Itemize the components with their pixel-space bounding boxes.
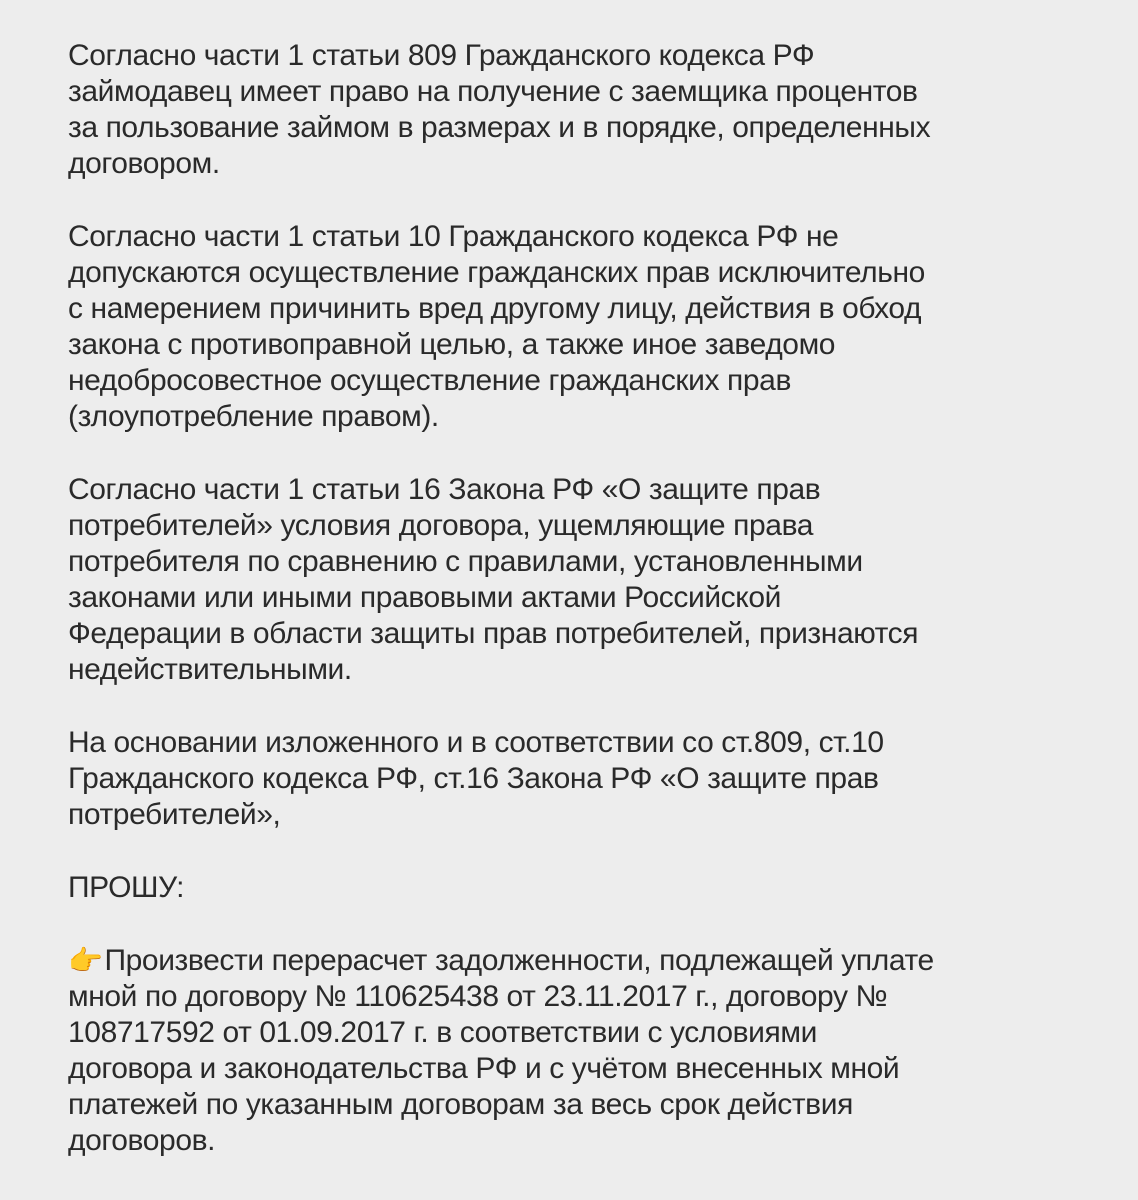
text-line: закона с противоправной целью, а также иное заведомо — [68, 328, 836, 361]
text-line: потребителей» условия договора, ущемляющие права — [68, 509, 814, 542]
paragraph-request-heading — [68, 870, 1078, 906]
text-line: 108717592 от 01.09.2017 г. в соответствии с условиями — [68, 1016, 817, 1049]
text-line: за пользование займом в размерах и в порядке, определенных — [68, 111, 931, 144]
text-line: На основании изложенного и в соответствии со ст.809, ст.10 — [68, 726, 884, 759]
text-line — [68, 943, 1078, 979]
paragraph-basis — [68, 725, 1078, 833]
text-line: договоров. — [68, 1124, 216, 1157]
text-line: договором. — [68, 147, 220, 180]
text-line: (злоупотребление правом). — [68, 400, 439, 433]
paragraph-article-16 — [68, 472, 1078, 688]
text-line: с намерением причинить вред другому лицу, действия в обход — [68, 292, 922, 325]
text-line: потребителей», — [68, 798, 281, 831]
text-line: потребителя по сравнению с правилами, установленными — [68, 545, 863, 578]
paragraph-article-809 — [68, 38, 1078, 182]
text-line: Федерации в области защиты прав потребителей, признаются — [68, 617, 919, 650]
paragraph-article-10 — [68, 219, 1078, 435]
text-line: мной по договору № 110625438 от 23.11.2017 г., договору № — [68, 980, 888, 1013]
text-line: Согласно части 1 статьи 809 Гражданского кодекса РФ — [68, 39, 815, 72]
text-line: Согласно части 1 статьи 10 Гражданского кодекса РФ не — [68, 220, 839, 253]
hand-pointing-right-icon: 👉 — [68, 945, 103, 976]
text-line: законами или иными правовыми актами Российской — [68, 581, 781, 614]
text-line: допускаются осуществление гражданских прав исключительно — [68, 256, 925, 289]
text-line: недобросовестное осуществление гражданских прав — [68, 364, 791, 397]
paragraph-request-item — [68, 943, 1078, 1159]
text-line: Гражданского кодекса РФ, ст.16 Закона РФ «О защите прав — [68, 762, 879, 795]
text-line: договора и законодательства РФ и с учётом внесенных мной — [68, 1052, 900, 1085]
text-line: платежей по указанным договорам за весь срок действия — [68, 1088, 853, 1121]
request-heading: ПРОШУ: — [68, 871, 185, 904]
text-line: Согласно части 1 статьи 16 Закона РФ «О защите прав — [68, 473, 821, 506]
request-item-text: Произвести перерасчет задолженности, подлежащей уплате — [104, 944, 934, 977]
text-line: недействительными. — [68, 653, 352, 686]
text-line: займодавец имеет право на получение с заемщика процентов — [68, 75, 918, 108]
